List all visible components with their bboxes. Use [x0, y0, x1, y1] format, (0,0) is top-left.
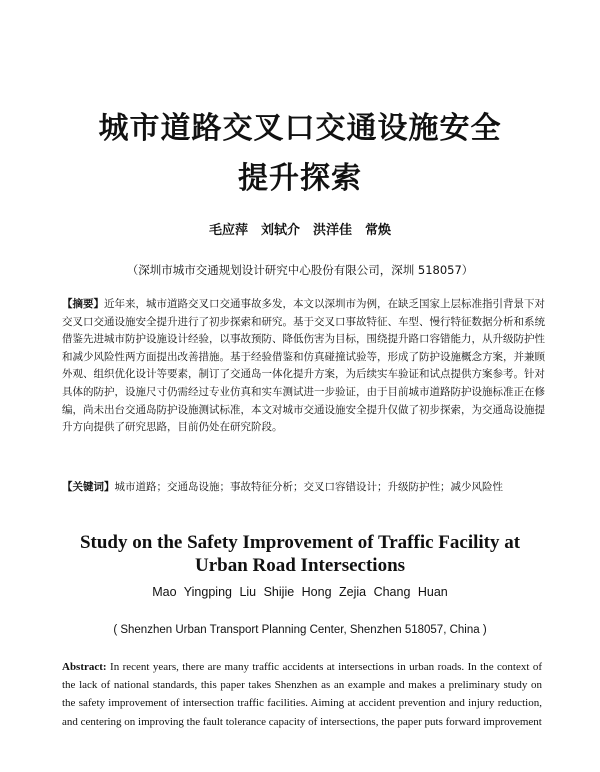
cn-abstract-text: 近年来，城市道路交叉口交通事故多发，本文以深圳市为例，在缺乏国家上层标准指引背景下对交叉口交通设施安全提升进行了初步探索和研究。基于交叉口事故特征、车型、慢行特征数据分析和系统借鉴先进城市防护设施设计经验，以事故预防、降低伤害为目标，围绕提升路口容错能力，从升级防护性和减少风险性两方面提出改善措施。基于经验借鉴和仿真碰撞试验等，形成了防护设施概念方案，并兼顾外观、组织优化设计等要素，制订了交通岛一体化提升方案，为后续实车验证和试点提供方案参考。针对具体的防护，设施尺寸仍需经过专业仿真和实车测试进一步验证，由于目前城市道路防护设施标准正在修编，尚未出台交通岛防护设施测试标准，本文对城市交通设施安全提升仅做了初步探索，为交通岛设施提升方向提供了研究思路，目前仍处在研究阶段。 [62, 298, 545, 434]
cn-keywords-text: 城市道路；交通岛设施；事故特征分析；交叉口容错设计；升级防护性；减少风险性 [114, 481, 503, 493]
cn-abstract-label: 【摘要】 [62, 298, 104, 310]
cn-abstract [62, 296, 548, 437]
en-title-line2: Urban Road Intersections [194, 555, 406, 576]
cn-keywords [62, 479, 548, 497]
cn-authors: 毛应萍 刘轼介 洪洋佳 常焕 [208, 223, 391, 238]
cn-title-line1: 城市道路交叉口交通设施安全 [98, 111, 502, 146]
en-title-line1: Study on the Safety Improvement of Traffic Facility at [79, 532, 521, 553]
cn-affiliation: （深圳市城市交通规划设计研究中心股份有限公司，深圳 518057） [126, 263, 474, 277]
cn-keywords-label: 【关键词】 [62, 481, 115, 493]
en-abstract [62, 658, 542, 731]
en-authors: Mao Yingping Liu Shijie Hong Zejia Chang Huan [152, 585, 448, 599]
en-abstract-label: Abstract: [62, 661, 107, 673]
cn-title-line2: 提升探索 [238, 161, 362, 196]
en-abstract-text: In recent years, there are many traffic accidents at intersections in urban roads. In the context of the lack of national standards, this paper takes Shenzhen as an example and makes a preliminary study on the safety improvement of intersection traffic facilities. Aiming at accident prevention and injury reduction, and centering on improving the fault tolerance capacity of intersections, the paper puts forward improvement [62, 661, 542, 728]
en-affiliation: ( Shenzhen Urban Transport Planning Center, Shenzhen 518057, China ) [113, 624, 487, 636]
